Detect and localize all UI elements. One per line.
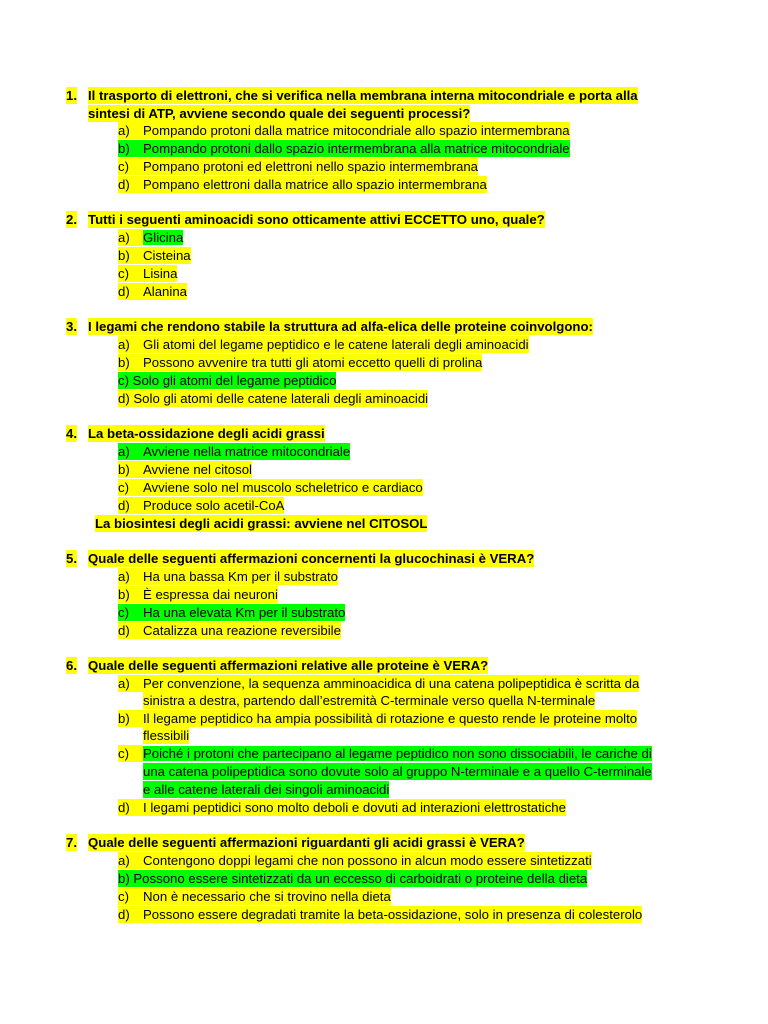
question-number: 2. <box>66 212 77 227</box>
option-b: b) Avviene nel citosol <box>118 462 252 477</box>
option-a: a) Ha una bassa Km per il substrato <box>118 569 338 584</box>
option-d: d) Produce solo acetil-CoA <box>118 498 285 513</box>
option-d: d) Solo gli atomi delle catene laterali degli aminoacidi <box>118 391 429 406</box>
option-c-correct: c) Poiché i protoni che partecipano al legame peptidico non sono dissociabili, le cariche di <box>118 746 652 761</box>
option-c-continued-2: e alle catene laterali dei singoli aminoacidi <box>143 782 390 797</box>
option-a: a) Pompando protoni dalla matrice mitocondriale allo spazio intermembrana <box>118 123 570 138</box>
option-b-correct: b) Pompando protoni dallo spazio intermembrana alla matrice mitocondriale <box>118 141 570 156</box>
option-c: c) Pompano protoni ed elettroni nello spazio intermembrana <box>118 159 479 174</box>
option-d: d) Catalizza una reazione reversibile <box>118 623 341 638</box>
option-a-correct: a) Glicina <box>118 230 184 245</box>
option-a-correct: a) Avviene nella matrice mitocondriale <box>118 444 351 459</box>
option-a: a) Contengono doppi legami che non possono in alcun modo essere sintetizzati <box>118 853 592 868</box>
question-number: 5. <box>66 551 77 566</box>
option-c-correct: c) Ha una elevata Km per il substrato <box>118 605 346 620</box>
question-text: Quale delle seguenti affermazioni riguardanti gli acidi grassi è VERA? <box>88 835 525 850</box>
option-b: b) Cisteina <box>118 248 191 263</box>
question-number: 6. <box>66 658 77 673</box>
question-number: 7. <box>66 835 77 850</box>
option-d: d) Alanina <box>118 284 187 299</box>
option-a: a) Per convenzione, la sequenza amminoacidica di una catena polipeptidica è scritta da <box>118 676 640 691</box>
question-text: La beta-ossidazione degli acidi grassi <box>88 426 325 441</box>
option-b: b) È espressa dai neuroni <box>118 587 278 602</box>
option-c: c) Avviene solo nel muscolo scheletrico e cardiaco <box>118 480 423 495</box>
option-c-correct: c) Solo gli atomi del legame peptidico <box>118 373 337 388</box>
option-a: a) Gli atomi del legame peptidico e le catene laterali degli aminoacidi <box>118 337 529 352</box>
option-b-continued: flessibili <box>143 728 190 743</box>
question-number: 1. <box>66 88 77 103</box>
option-c: c) Lisina <box>118 266 178 281</box>
question-text-continued: sintesi di ATP, avviene secondo quale dei seguenti processi? <box>88 106 471 121</box>
question-number: 3. <box>66 319 77 334</box>
option-c: c) Non è necessario che si trovino nella dieta <box>118 889 391 904</box>
question-text: Quale delle seguenti affermazioni relative alle proteine è VERA? <box>88 658 489 673</box>
option-d: d) Possono essere degradati tramite la beta-ossidazione, solo in presenza di colesterolo <box>118 907 643 922</box>
question-text: I legami che rendono stabile la struttura ad alfa-elica delle proteine coinvolgono: <box>88 319 593 334</box>
option-b: b) Possono avvenire tra tutti gli atomi eccetto quelli di prolina <box>118 355 483 370</box>
question-text: Quale delle seguenti affermazioni concernenti la glucochinasi è VERA? <box>88 551 535 566</box>
option-d: d) I legami peptidici sono molto deboli e dovuti ad interazioni elettrostatiche <box>118 800 566 815</box>
option-a-continued: sinistra a destra, partendo dall’estremità C-terminale verso quella N-terminale <box>143 693 596 708</box>
option-b: b) Il legame peptidico ha ampia possibilità di rotazione e questo rende le proteine molto <box>118 711 638 726</box>
question-text: Il trasporto di elettroni, che si verifica nella membrana interna mitocondriale e porta alla <box>88 88 638 103</box>
option-b-correct: b) Possono essere sintetizzati da un eccesso di carboidrati o proteine della dieta <box>118 871 588 886</box>
question-number: 4. <box>66 426 77 441</box>
option-d: d) Pompano elettroni dalla matrice allo spazio intermembrana <box>118 177 487 192</box>
option-c-continued: una catena polipeptidica sono dovute solo al gruppo N-terminale e a quello C-terminale <box>143 764 652 779</box>
question-text: Tutti i seguenti aminoacidi sono otticamente attivi ECCETTO uno, quale? <box>88 212 545 227</box>
note-biosynthesis: La biosintesi degli acidi grassi: avviene nel CITOSOL <box>95 516 428 531</box>
